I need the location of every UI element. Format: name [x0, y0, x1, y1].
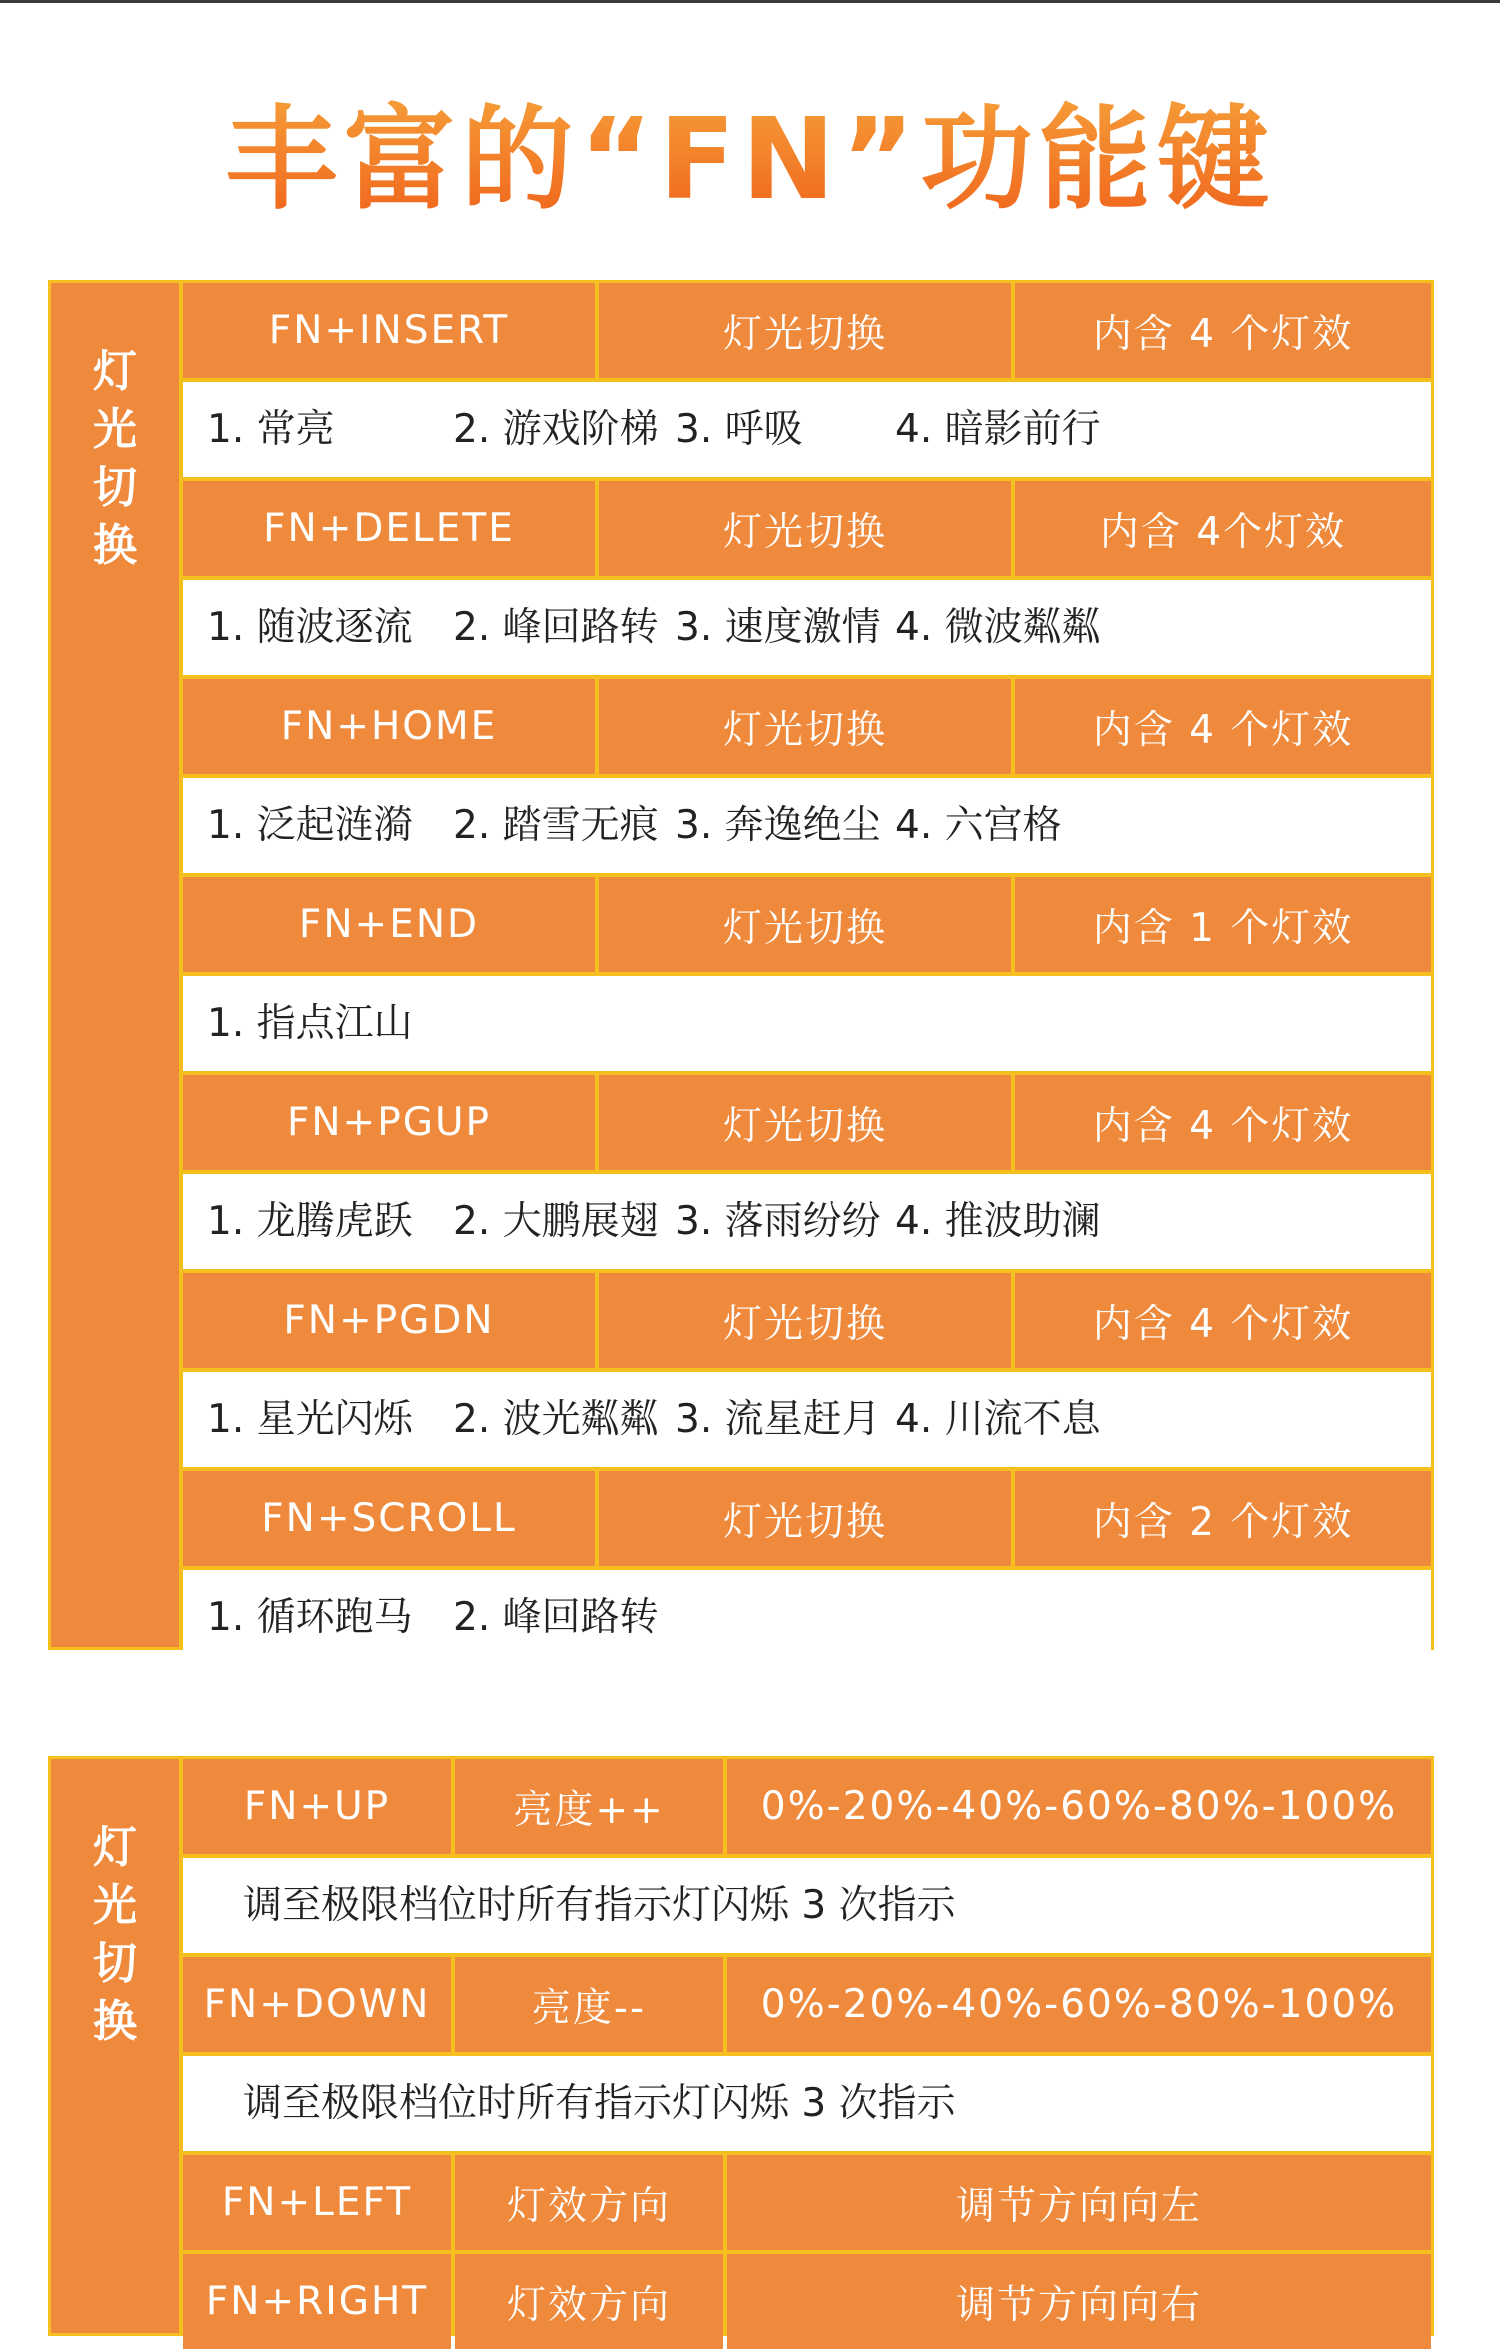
- effect-item: 4. 微波粼粼: [895, 605, 1101, 650]
- shortcut-header-row: [183, 2254, 1431, 2349]
- note-row: [183, 2056, 1431, 2151]
- shortcut-function: 灯光切换: [599, 1273, 1011, 1368]
- shortcut-key: FN+SCROLL: [183, 1471, 595, 1566]
- shortcut-key: FN+RIGHT: [183, 2254, 451, 2349]
- effect-count: 内含 4 个灯效: [1015, 679, 1431, 774]
- effect-item: 4. 暗影前行: [895, 407, 1101, 452]
- shortcut-header-row: [183, 1075, 1431, 1170]
- shortcut-function: 灯光切换: [599, 481, 1011, 576]
- effect-item: 1. 龙腾虎跃: [207, 1199, 413, 1244]
- note-row: [183, 1858, 1431, 1953]
- shortcut-header-row: [183, 283, 1431, 378]
- effect-list-row: [183, 1372, 1431, 1467]
- shortcut-key: FN+DELETE: [183, 481, 595, 576]
- shortcut-key: FN+HOME: [183, 679, 595, 774]
- shortcut-function: 灯效方向: [455, 2155, 723, 2250]
- shortcut-key: FN+INSERT: [183, 283, 595, 378]
- effect-count: 内含 4 个灯效: [1015, 1075, 1431, 1170]
- shortcut-function: 亮度--: [455, 1957, 723, 2052]
- effect-item: 1. 指点江山: [207, 1001, 413, 1046]
- brightness-direction-table: [48, 1756, 1434, 2336]
- note-text: 调至极限档位时所有指示灯闪烁 3 次指示: [243, 2081, 956, 2126]
- shortcut-header-row: [183, 1273, 1431, 1368]
- shortcut-key: FN+END: [183, 877, 595, 972]
- shortcut-value: 调节方向向左: [727, 2155, 1431, 2250]
- side-header: [51, 283, 179, 1647]
- shortcut-value: 调节方向向右: [727, 2254, 1431, 2349]
- shortcut-header-row: [183, 877, 1431, 972]
- shortcut-header-row: [183, 679, 1431, 774]
- shortcut-header-row: [183, 481, 1431, 576]
- side-label: 灯 光 切 换: [93, 1822, 137, 2047]
- shortcut-function: 灯光切换: [599, 283, 1011, 378]
- effect-list-row: [183, 1570, 1431, 1665]
- effect-item: 1. 常亮: [207, 407, 335, 452]
- note-text: 调至极限档位时所有指示灯闪烁 3 次指示: [243, 1883, 956, 1928]
- effect-item: 1. 循环跑马: [207, 1595, 413, 1640]
- shortcut-key: FN+DOWN: [183, 1957, 451, 2052]
- effect-count: 内含 2 个灯效: [1015, 1471, 1431, 1566]
- effect-item: 1. 星光闪烁: [207, 1397, 413, 1442]
- effect-item: 4. 推波助澜: [895, 1199, 1101, 1244]
- shortcut-function: 灯光切换: [599, 1075, 1011, 1170]
- shortcut-key: FN+PGDN: [183, 1273, 595, 1368]
- effect-item: 2. 峰回路转: [453, 1595, 659, 1640]
- effect-list-row: [183, 580, 1431, 675]
- effect-item: 3. 落雨纷纷: [675, 1199, 881, 1244]
- effect-count: 内含 4 个灯效: [1015, 1273, 1431, 1368]
- effect-list-row: [183, 382, 1431, 477]
- effect-item: 3. 奔逸绝尘: [675, 803, 881, 848]
- effect-count: 内含 1 个灯效: [1015, 877, 1431, 972]
- shortcut-key: FN+LEFT: [183, 2155, 451, 2250]
- page-title: 丰富的“FN”功能键: [0, 85, 1500, 235]
- side-label: 灯 光 切 换: [93, 346, 137, 571]
- lighting-effects-table: [48, 280, 1434, 1650]
- effect-item: 1. 随波逐流: [207, 605, 413, 650]
- effect-list-row: [183, 1174, 1431, 1269]
- shortcut-header-row: [183, 1957, 1431, 2052]
- shortcut-key: FN+UP: [183, 1759, 451, 1854]
- effect-item: 2. 大鹏展翅: [453, 1199, 659, 1244]
- effect-item: 3. 流星赶月: [675, 1397, 881, 1442]
- effect-list-row: [183, 778, 1431, 873]
- top-divider: [0, 0, 1500, 3]
- shortcut-value: 0%-20%-40%-60%-80%-100%: [727, 1759, 1431, 1854]
- side-header: [51, 1759, 179, 2333]
- effect-count: 内含 4个灯效: [1015, 481, 1431, 576]
- effect-item: 3. 速度激情: [675, 605, 881, 650]
- effect-item: 1. 泛起涟漪: [207, 803, 413, 848]
- effect-item: 2. 游戏阶梯: [453, 407, 659, 452]
- shortcut-function: 灯光切换: [599, 679, 1011, 774]
- effect-item: 4. 六宫格: [895, 803, 1062, 848]
- shortcut-header-row: [183, 1759, 1431, 1854]
- effect-count: 内含 4 个灯效: [1015, 283, 1431, 378]
- shortcut-function: 灯光切换: [599, 877, 1011, 972]
- effect-item: 3. 呼吸: [675, 407, 803, 452]
- shortcut-function: 灯效方向: [455, 2254, 723, 2349]
- shortcut-value: 0%-20%-40%-60%-80%-100%: [727, 1957, 1431, 2052]
- shortcut-function: 灯光切换: [599, 1471, 1011, 1566]
- effect-list-row: [183, 976, 1431, 1071]
- effect-item: 2. 波光粼粼: [453, 1397, 659, 1442]
- shortcut-header-row: [183, 2155, 1431, 2250]
- effect-item: 4. 川流不息: [895, 1397, 1101, 1442]
- shortcut-header-row: [183, 1471, 1431, 1566]
- shortcut-key: FN+PGUP: [183, 1075, 595, 1170]
- effect-item: 2. 踏雪无痕: [453, 803, 659, 848]
- effect-item: 2. 峰回路转: [453, 605, 659, 650]
- shortcut-function: 亮度++: [455, 1759, 723, 1854]
